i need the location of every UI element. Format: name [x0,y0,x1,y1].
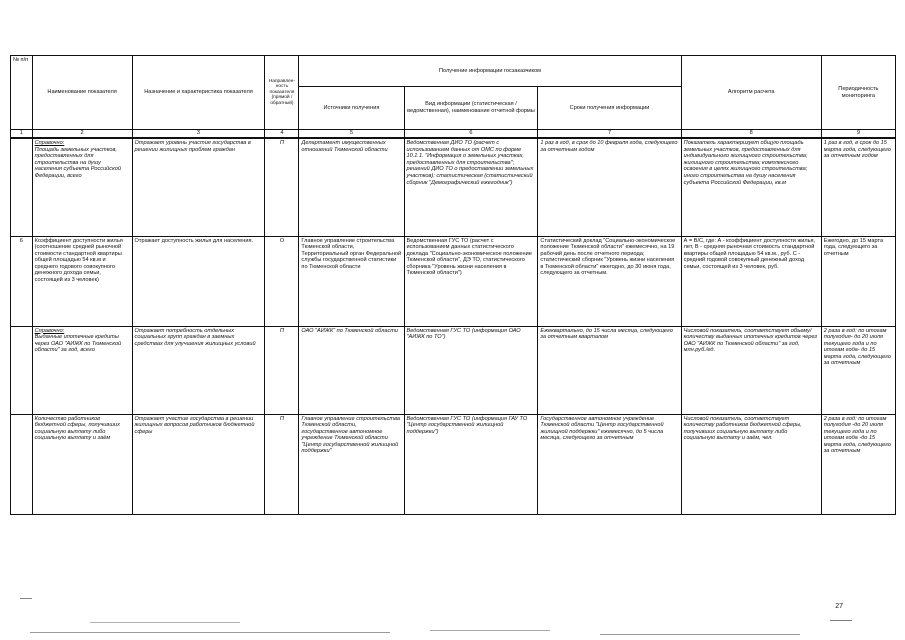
col-number: 9 [821,130,895,139]
row-num: 6 [11,236,33,326]
header-direction: Направлен-ность показателя (прямой / обратный) [265,56,299,130]
row-indicator [32,414,132,514]
reference-note: Справочно: [34,140,65,146]
row-source: Департамент имущественных отношений Тюменской области [299,138,404,236]
row-periodicity: 2 раза в год: по итогам полугодия- до 20 июля текущего года и по итогам года- до 15 марта года, следующего за отчетным [821,326,895,414]
col-number: 4 [265,130,299,139]
header-periodicity: Периодичность мониторинга [821,56,895,130]
row-purpose: Отражает потребность отдельных социальных групп граждан в заемных средствах для улучшения жилищных условий [132,326,265,414]
row-algorithm: Числовой показатель, соответствует объему/количеству выданных ипотечных кредитов через ОАО "АИЖК по Тюменской области" за год, млн.руб./ед. [681,326,821,414]
column-numbers-row [11,130,896,139]
indicator-text: Количество работников бюджетной сферы, получивших социальную выплату либо социальную выплату и заём [34,415,120,442]
row-terms: Ежеквартально, до 15 числа месяца, следующего за отчетным кварталом [538,326,681,414]
col-number: 3 [132,130,265,139]
row-source: Главное управление строительства Тюменской области, Территориальный орган Федеральной службы государственной статистики по Тюменской области [299,236,404,326]
row-direction: П [265,138,299,236]
row-direction: П [265,326,299,414]
row-num [11,138,33,236]
header-row-1 [11,56,896,87]
indicator-text: Площадь земельных участков, предоставленных для строительства на душу населения субъекта Российской Федерации, всего [34,146,121,179]
row-purpose: Отражает участие государства в решении жилищных вопросов работников бюджетной сферы [132,414,265,514]
scan-artifact-line [90,622,240,623]
row-purpose: Отражает доступность жилья для населения. [132,236,265,326]
row-periodicity: 1 раз в год, в срок до 15 марта года, следующего за отчетным годом [821,138,895,236]
row-direction: П [265,414,299,514]
col-number: 7 [538,130,681,139]
table-row [11,138,896,236]
col-number: 6 [404,130,538,139]
row-source: ОАО "АИЖК" по Тюменской области [299,326,404,414]
page-number: 27 [835,603,843,610]
header-info-terms: Сроки получения информации [538,87,681,130]
scan-artifact-line [600,634,800,635]
row-indicator [32,236,132,326]
row-indicator [32,138,132,236]
row-terms: Статистический доклад "Социально-экономическое положение Тюменской области" ежемесячно, на 19 рабочий день после отчетного периода; статистический сборник "Уровень жизни населения в Тюменской области" ежегодно, до 30 июня года, следующего за отчетным. [538,236,681,326]
row-info-type: Ведомственная ГУС ТО (информация ОАО "АИЖК по ТО") [404,326,538,414]
row-num [11,326,33,414]
table-row [11,236,896,326]
row-terms: 1 раз в год, в срок до 10 февраля года, следующего за отчетным годом [538,138,681,236]
row-direction: О [265,236,299,326]
col-number: 1 [11,130,33,139]
row-indicator [32,326,132,414]
header-info-group: Получение информации госзаказчиком [299,56,681,87]
row-algorithm: Числовой показатель, соответствует количеству работников бюджетной сферы, получивших социальную выплату либо социальную выплату и заём, чел. [681,414,821,514]
document-page [10,55,896,515]
scan-artifact-line [20,598,32,599]
scan-artifact-line [30,632,390,633]
row-info-type: Ведомственная ДИО ТО (расчет с использованием данных от ОМС по форме 10.1.1. "Информация о земельных участках, предоставленных для строительства"; решений ДИО ТО о предоставлении земельных участков); статистическая (статистический сборник "Демографический ежегодник") [404,138,538,236]
row-info-type: Ведомственная ГУС ТО (информация ГАУ ТО "Центр государственной жилищной поддержки") [404,414,538,514]
indicators-table [10,55,896,515]
row-num [11,414,33,514]
col-number: 2 [32,130,132,139]
col-number: 8 [681,130,821,139]
row-terms: Государственное автономное учреждение Тюменской области "Центр государственной жилищной поддержки" ежемесячно, до 5 числа месяца, следующего за отчетным [538,414,681,514]
row-purpose: Отражает уровень участия государства в решении жилищных проблем граждан [132,138,265,236]
row-source: Главное управление строительства Тюменской области, государственное автономное учреждение Тюменской области "Центр государственной жилищной поддержки" [299,414,404,514]
header-algorithm: Алгоритм расчета [681,56,821,130]
reference-note: Справочно: [34,327,65,334]
header-purpose: Назначение и характеристика показателя [132,56,265,130]
header-num: № п/п [11,56,33,130]
indicator-text: Коэффициент доступности жилья (соотношение средней рыночной стоимости стандартной квартиры общей площадью 54 кв.м и среднего годового совокупного денежного дохода семьи, состоящей из 3 человек) [34,237,123,284]
col-number: 5 [299,130,404,139]
row-algorithm: Показатель характеризует общую площадь земельных участков, предоставленных для индивидуального жилищного строительства; жилищного строительства; комплексного освоения в целях жилищного строительства; иного строительства на душу населения субъекта Российской Федерации, кв.м [681,138,821,236]
header-info-type: Вид информации (статистическая / ведомственная), наименование отчетной формы [404,87,538,130]
table-row [11,414,896,514]
header-indicator: Наименование показателя [32,56,132,130]
indicator-text: Выданные ипотечные кредиты через ОАО "АИЖК по Тюменской области" за год, всего [34,334,122,354]
row-periodicity: Ежегодно, до 15 марта года, следующего за отчетным [821,236,895,326]
row-periodicity: 2 раза в год: по итогам полугодия -до 20 июля текущего года и по итогам года -до 15 марта года, следующего за отчетным [821,414,895,514]
scan-artifact-line [430,630,550,631]
scan-artifact-line [830,620,852,621]
row-info-type: Ведомственная ГУС ТО (расчет с использованием данных статистического доклада "Социально-экономическое положение Тюменской области", ДЭ ТО, статистического сборника "Уровень жизни населения в Тюменской области") [404,236,538,326]
header-sources: Источники получения [299,87,404,130]
table-row [11,326,896,414]
row-algorithm: А = В/С, где: А - коэффициент доступности жилья, лет, В - средняя рыночная стоимость стандартной квартиры общей площадью 54 кв.м., руб. С - средний годовой совокупный денежный доход семьи, состоящей из 3 человек, руб. [681,236,821,326]
